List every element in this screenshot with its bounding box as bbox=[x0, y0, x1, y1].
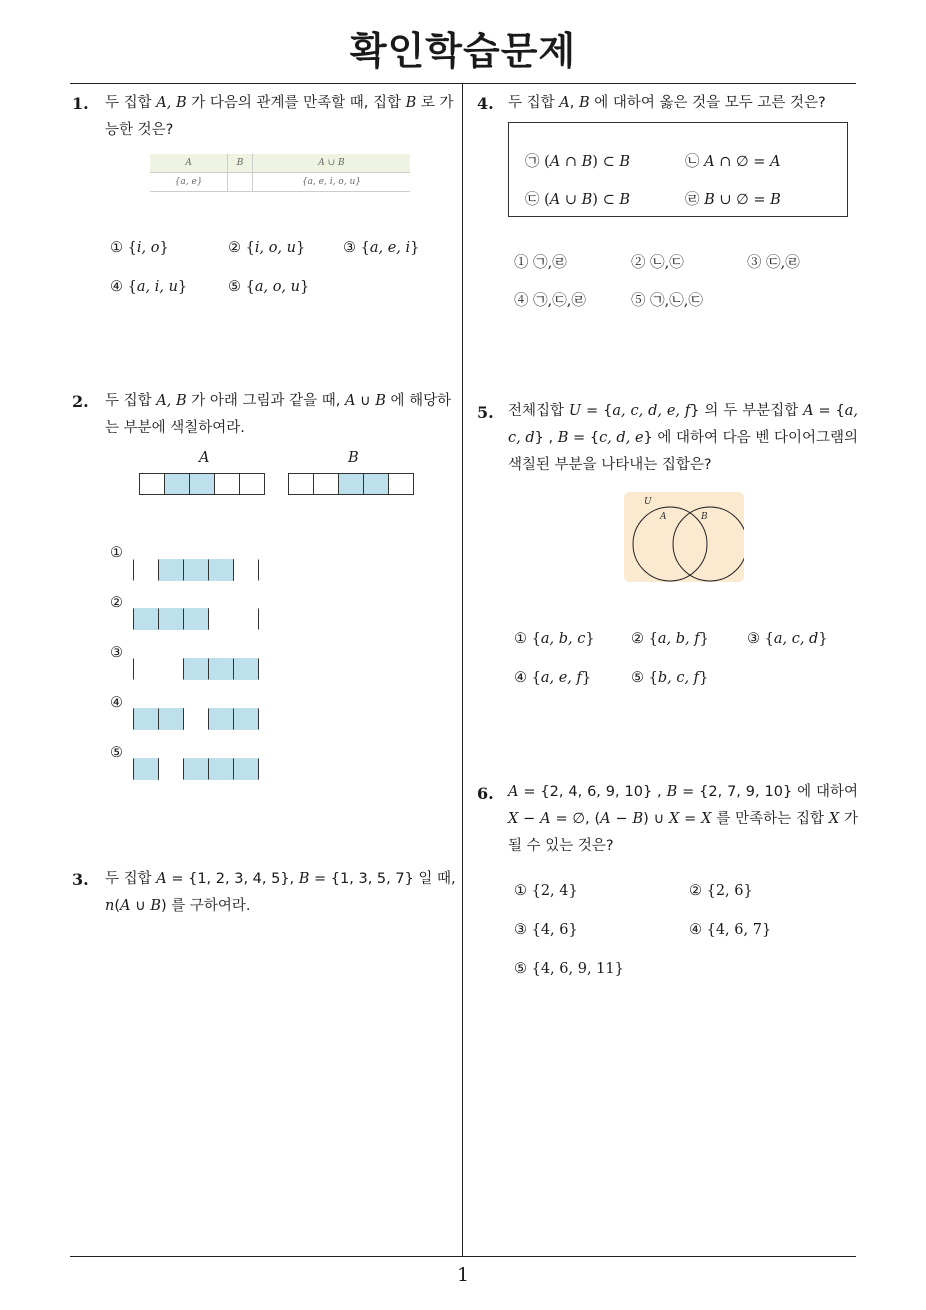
shaded-cell bbox=[233, 658, 259, 680]
page-title: 확인학습문제 bbox=[349, 29, 577, 73]
table-cell: {a, e} bbox=[150, 173, 228, 192]
table-header: B bbox=[228, 154, 253, 173]
answer-option-1[interactable]: ① {a, b, c} bbox=[514, 631, 595, 647]
answer-option-2[interactable]: ② {i, o, u} bbox=[228, 240, 306, 256]
answer-option-4[interactable]: ④ ㉠,㉢,㉣ bbox=[514, 293, 586, 309]
shaded-cell bbox=[208, 758, 234, 780]
shaded-cell bbox=[158, 708, 184, 730]
empty-cell bbox=[139, 473, 165, 495]
empty-cell bbox=[183, 708, 209, 730]
question-text: A = {2, 4, 6, 9, 10} , B = {2, 7, 9, 10} 에 대하여 X − A = ∅, (A − B) ∪ X = X 를 만족하는 집합 X 가 될 수 있는 것은? bbox=[508, 784, 859, 854]
column-divider bbox=[462, 83, 463, 1257]
shaded-cell bbox=[363, 473, 389, 495]
answer-option-3[interactable]: ③ bbox=[110, 645, 123, 661]
question-number: 5. bbox=[477, 403, 494, 422]
table-cell: {a, e, i, o, u} bbox=[252, 173, 410, 192]
empty-cell bbox=[158, 758, 184, 780]
option-strip-2[interactable] bbox=[133, 608, 258, 630]
answer-option-5[interactable]: ⑤ {a, o, u} bbox=[228, 279, 310, 295]
answer-option-4[interactable]: ④ {4, 6, 7} bbox=[689, 922, 772, 938]
venn-svg bbox=[624, 492, 744, 582]
option-strip-5[interactable] bbox=[133, 758, 258, 780]
shaded-cell bbox=[183, 758, 209, 780]
empty-cell bbox=[208, 608, 234, 630]
answer-option-1[interactable]: ① {2, 4} bbox=[514, 883, 578, 899]
page-number: 1 bbox=[456, 1264, 470, 1286]
set-a-strip bbox=[139, 473, 264, 495]
answer-option-5[interactable]: ⑤ ㉠,㉡,㉢ bbox=[631, 293, 703, 309]
option-strip-4[interactable] bbox=[133, 708, 258, 730]
table-header: A bbox=[150, 154, 228, 173]
question-text: 전체집합 U = {a, c, d, e, f} 의 두 부분집합 A = {a, c, d} , B = {c, d, e} 에 대하여 다음 벤 다이어그램의 색칠된 부분을 나타내는 집합은? bbox=[508, 403, 859, 473]
answer-option-2[interactable]: ② {a, b, f} bbox=[631, 631, 709, 647]
question-text: 두 집합 A, B 가 다음의 관계를 만족할 때, 집합 B 로 가능한 것은? bbox=[105, 95, 454, 138]
shaded-cell bbox=[233, 708, 259, 730]
set-b-strip bbox=[288, 473, 413, 495]
empty-cell bbox=[133, 559, 159, 581]
empty-cell bbox=[158, 658, 184, 680]
table-cell bbox=[228, 173, 253, 192]
set-b-label: B bbox=[348, 450, 359, 466]
shaded-cell bbox=[164, 473, 190, 495]
answer-option-1[interactable]: ① ㉠,㉣ bbox=[514, 255, 567, 271]
statement-1: ㉠ (A ∩ B) ⊂ B bbox=[525, 154, 630, 170]
shaded-cell bbox=[158, 608, 184, 630]
empty-cell bbox=[133, 658, 159, 680]
relation-table bbox=[150, 154, 410, 192]
empty-cell bbox=[239, 473, 265, 495]
statement-2: ㉡ A ∩ ∅ = A bbox=[685, 154, 781, 170]
empty-cell bbox=[233, 608, 259, 630]
answer-option-3[interactable]: ③ ㉢,㉣ bbox=[747, 255, 800, 271]
shaded-cell bbox=[208, 708, 234, 730]
answer-option-4[interactable]: ④ {a, e, f} bbox=[514, 670, 592, 686]
answer-option-1[interactable]: ① bbox=[110, 545, 123, 561]
option-strip-1[interactable] bbox=[133, 559, 258, 581]
answer-option-2[interactable]: ② {2, 6} bbox=[689, 883, 753, 899]
shaded-cell bbox=[208, 559, 234, 581]
empty-cell bbox=[214, 473, 240, 495]
shaded-cell bbox=[338, 473, 364, 495]
answer-option-2[interactable]: ② bbox=[110, 595, 123, 611]
question-text: 두 집합 A, B 가 아래 그림과 같을 때, A ∪ B 에 해당하는 부분에 색칠하여라. bbox=[105, 393, 452, 436]
question-number: 4. bbox=[477, 94, 494, 113]
question-text: 두 집합 A, B 에 대하여 옳은 것을 모두 고른 것은? bbox=[508, 95, 826, 111]
shaded-cell bbox=[133, 758, 159, 780]
answer-option-4[interactable]: ④ bbox=[110, 695, 123, 711]
set-a-label: A bbox=[199, 450, 210, 466]
answer-option-2[interactable]: ② ㉡,㉢ bbox=[631, 255, 684, 271]
question-number: 3. bbox=[72, 870, 89, 889]
answer-option-3[interactable]: ③ {4, 6} bbox=[514, 922, 578, 938]
set-a-circle bbox=[633, 507, 707, 581]
question-number: 6. bbox=[477, 784, 494, 803]
shaded-cell bbox=[133, 608, 159, 630]
answer-option-4[interactable]: ④ {a, i, u} bbox=[110, 279, 188, 295]
shaded-cell bbox=[158, 559, 184, 581]
shaded-cell bbox=[183, 559, 209, 581]
table-header: A ∪ B bbox=[252, 154, 410, 173]
statement-4: ㉣ B ∪ ∅ = B bbox=[685, 192, 781, 208]
shaded-cell bbox=[133, 708, 159, 730]
shaded-cell bbox=[189, 473, 215, 495]
question-text: 두 집합 A = {1, 2, 3, 4, 5}, B = {1, 3, 5, 7} 일 때, n(A ∪ B) 를 구하여라. bbox=[105, 871, 456, 914]
shaded-cell bbox=[183, 658, 209, 680]
answer-option-5[interactable]: ⑤ {4, 6, 9, 11} bbox=[514, 961, 624, 977]
universe-label: U bbox=[644, 497, 652, 507]
set-b-label: B bbox=[701, 512, 708, 522]
question-number: 2. bbox=[72, 392, 89, 411]
empty-cell bbox=[388, 473, 414, 495]
empty-cell bbox=[233, 559, 259, 581]
answer-option-5[interactable]: ⑤ bbox=[110, 745, 123, 761]
empty-cell bbox=[288, 473, 314, 495]
statement-3: ㉢ (A ∪ B) ⊂ B bbox=[525, 192, 630, 208]
answer-option-1[interactable]: ① {i, o} bbox=[110, 240, 169, 256]
set-b-circle bbox=[673, 507, 744, 581]
option-strip-3[interactable] bbox=[133, 658, 258, 680]
answer-option-3[interactable]: ③ {a, c, d} bbox=[747, 631, 828, 647]
answer-option-5[interactable]: ⑤ {b, c, f} bbox=[631, 670, 709, 686]
empty-cell bbox=[313, 473, 339, 495]
shaded-cell bbox=[208, 658, 234, 680]
answer-option-3[interactable]: ③ {a, e, i} bbox=[343, 240, 420, 256]
shaded-cell bbox=[183, 608, 209, 630]
footer-rule bbox=[70, 1256, 856, 1257]
question-number: 1. bbox=[72, 94, 89, 113]
set-a-label: A bbox=[660, 512, 667, 522]
header-rule bbox=[70, 83, 856, 84]
venn-diagram bbox=[624, 492, 744, 582]
shaded-cell bbox=[233, 758, 259, 780]
